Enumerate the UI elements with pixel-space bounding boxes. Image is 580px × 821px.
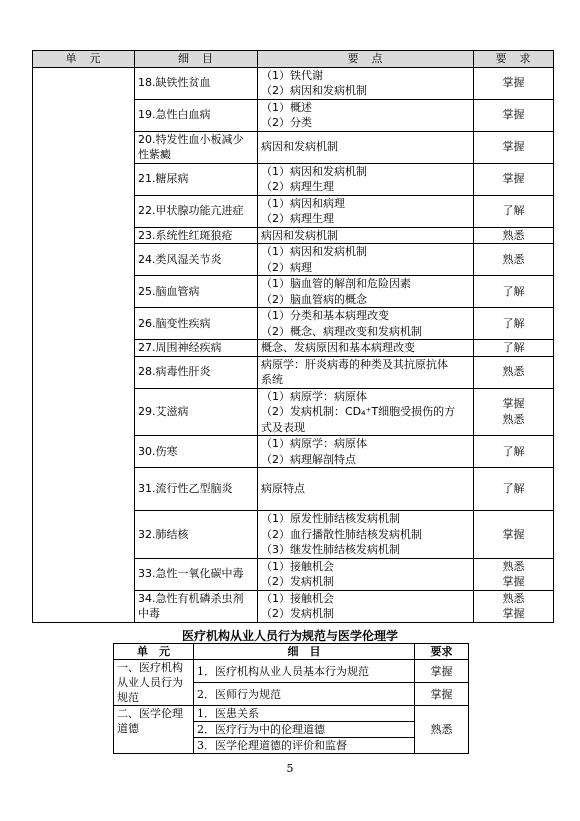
item-cell: 18.缺铁性贫血 xyxy=(135,67,258,99)
header-unit: 单 元 xyxy=(114,644,194,660)
requirement-value: 掌握 xyxy=(502,575,525,588)
item-cell: 19.急性白血病 xyxy=(135,99,258,131)
requirement-cell xyxy=(474,163,554,195)
points-cell xyxy=(258,436,474,468)
point-line: （1）接触机会 xyxy=(261,559,334,573)
requirement-value: 熟悉 xyxy=(502,228,525,242)
point-line: （3）继发性肺结核发病机制 xyxy=(261,543,400,556)
table-header-row xyxy=(33,51,554,68)
points-cell xyxy=(258,67,474,99)
requirement-cell xyxy=(474,244,554,276)
point-line: （2）病理生理 xyxy=(261,212,334,225)
requirement-cell: 掌握 xyxy=(415,683,469,706)
table-row xyxy=(114,706,469,722)
item-cell: 21.糖尿病 xyxy=(135,163,258,195)
table-header-row xyxy=(114,644,469,660)
points-cell xyxy=(258,511,474,559)
item-cell: 2．医疗行为中的伦理道德 xyxy=(194,722,415,738)
requirement-value: 熟悉 xyxy=(502,412,525,426)
requirement-cell: 掌握 xyxy=(415,660,469,683)
item-cell: 2．医师行为规范 xyxy=(194,683,415,706)
point-line: （1）概述 xyxy=(261,100,312,114)
points-cell xyxy=(258,99,474,131)
unit-cell xyxy=(33,67,135,622)
item-cell: 33.急性一氧化碳中毒 xyxy=(135,558,258,590)
point-line: （1）病原学：病原体 xyxy=(261,437,367,450)
item-cell: 25.脑血管病 xyxy=(135,276,258,308)
requirement-value: 掌握 xyxy=(502,607,525,620)
point-line: 病原特点 xyxy=(261,482,305,496)
requirement-cell xyxy=(474,356,554,388)
requirement-cell xyxy=(474,511,554,559)
item-cell: 3．医学伦理道德的评价和监督 xyxy=(194,738,415,754)
requirement-cell xyxy=(474,590,554,622)
point-line: （1）原发性肺结核发病机制 xyxy=(261,512,400,525)
point-line: （2）病理解剖特点 xyxy=(261,452,356,466)
item-cell: 29.艾滋病 xyxy=(135,388,258,436)
point-line: （2）病理生理 xyxy=(261,180,334,193)
points-cell xyxy=(258,388,474,436)
requirement-value: 掌握 xyxy=(502,397,525,411)
requirement-cell xyxy=(474,388,554,436)
requirement-value: 掌握 xyxy=(502,527,525,541)
table-body xyxy=(114,660,469,754)
points-cell xyxy=(258,227,474,244)
page-number: 5 xyxy=(286,762,294,775)
point-line: 病因和发病机制 xyxy=(261,228,338,242)
header-item: 细 目 xyxy=(135,51,258,68)
point-line: （2）发病机制：CD₄⁺T细胞受损伤的方 xyxy=(261,405,456,418)
item-cell: 34.急性有机磷杀虫剂中毒 xyxy=(135,590,258,622)
header-unit: 单 元 xyxy=(33,51,135,68)
points-cell xyxy=(258,356,474,388)
ethics-table xyxy=(113,643,469,754)
requirement-value: 掌握 xyxy=(502,140,525,154)
requirement-value: 熟悉 xyxy=(502,559,525,573)
requirement-cell xyxy=(474,227,554,244)
requirement-value: 掌握 xyxy=(502,76,525,90)
header-requirement: 要 求 xyxy=(474,51,554,68)
requirement-value: 掌握 xyxy=(502,108,525,122)
syllabus-table xyxy=(32,50,554,623)
points-cell xyxy=(258,590,474,622)
header-item: 细 目 xyxy=(194,644,415,660)
requirement-cell xyxy=(474,436,554,468)
point-line: 系统 xyxy=(261,373,283,386)
item-cell: 31.流行性乙型脑炎 xyxy=(135,468,258,511)
requirement-cell xyxy=(474,99,554,131)
requirement-cell: 熟悉 xyxy=(415,706,469,754)
point-line: （2）血行播散性肺结核发病机制 xyxy=(261,527,422,541)
point-line: （2）发病机制 xyxy=(261,575,334,588)
requirement-value: 了解 xyxy=(502,284,525,298)
table-body xyxy=(33,67,554,622)
point-line: （1）病因和发病机制 xyxy=(261,164,367,178)
point-line: （1）病原学：病原体 xyxy=(261,389,367,403)
requirement-value: 了解 xyxy=(502,204,525,218)
requirement-value: 了解 xyxy=(502,341,525,354)
requirement-cell xyxy=(474,195,554,227)
point-line: 病原学：肝炎病毒的种类及其抗原抗体 xyxy=(261,357,448,371)
item-cell: 24.类风湿关节炎 xyxy=(135,244,258,276)
item-cell: 20.特发性血小板减少性紫癜 xyxy=(135,131,258,163)
requirement-value: 熟悉 xyxy=(502,252,525,266)
point-line: （2）分类 xyxy=(261,116,312,129)
point-line: （2）脑血管病的概念 xyxy=(261,292,367,306)
points-cell xyxy=(258,131,474,163)
point-line: （1）脑血管的解剖和危险因素 xyxy=(261,277,411,290)
requirement-cell xyxy=(474,308,554,340)
requirement-value: 了解 xyxy=(502,444,525,458)
unit-cell: 二、医学伦理道德 xyxy=(114,706,194,754)
unit-cell: 一、医疗机构从业人员行为规范 xyxy=(114,660,194,706)
item-cell: 1．医患关系 xyxy=(194,706,415,722)
points-cell xyxy=(258,244,474,276)
item-cell: 23.系统性红斑狼疮 xyxy=(135,227,258,244)
item-cell: 32.肺结核 xyxy=(135,511,258,559)
point-line: 病因和发病机制 xyxy=(261,140,338,154)
item-cell: 28.病毒性肝炎 xyxy=(135,356,258,388)
point-line: 式及表现 xyxy=(261,420,305,434)
requirement-cell xyxy=(474,558,554,590)
item-cell: 22.甲状腺功能亢进症 xyxy=(135,195,258,227)
point-line: （2）病理 xyxy=(261,260,312,274)
requirement-cell xyxy=(474,468,554,511)
point-line: （1）病因和病理 xyxy=(261,196,345,210)
section-title: 医疗机构从业人员行为规范与医学伦理学 xyxy=(181,629,398,643)
points-cell xyxy=(258,276,474,308)
requirement-cell xyxy=(474,276,554,308)
point-line: （1）病因和发病机制 xyxy=(261,245,367,258)
table-row xyxy=(114,660,469,683)
requirement-value: 了解 xyxy=(502,482,525,496)
table-row xyxy=(33,67,554,99)
item-cell: 27.周围神经疾病 xyxy=(135,340,258,357)
item-cell: 1．医疗机构从业人员基本行为规范 xyxy=(194,660,415,683)
point-line: （1）分类和基本病理改变 xyxy=(261,309,389,322)
requirement-cell xyxy=(474,67,554,99)
point-line: （1）铁代谢 xyxy=(261,68,323,82)
header-requirement: 要求 xyxy=(415,644,469,660)
requirement-value: 熟悉 xyxy=(502,591,525,605)
item-cell: 30.伤寒 xyxy=(135,436,258,468)
requirement-value: 了解 xyxy=(502,316,525,330)
point-line: （2）病因和发病机制 xyxy=(261,84,367,97)
points-cell xyxy=(258,340,474,357)
point-line: （2）发病机制 xyxy=(261,607,334,620)
requirement-cell xyxy=(474,131,554,163)
points-cell xyxy=(258,558,474,590)
requirement-cell xyxy=(474,340,554,357)
point-line: （2）概念、病理改变和发病机制 xyxy=(261,324,422,338)
requirement-value: 掌握 xyxy=(502,172,525,186)
points-cell xyxy=(258,308,474,340)
point-line: （1）接触机会 xyxy=(261,591,334,605)
points-cell xyxy=(258,468,474,511)
requirement-value: 熟悉 xyxy=(502,365,525,379)
point-line: 概念、发病原因和基本病理改变 xyxy=(261,341,415,354)
points-cell xyxy=(258,163,474,195)
points-cell xyxy=(258,195,474,227)
header-points: 要 点 xyxy=(258,51,474,68)
item-cell: 26.脑变性疾病 xyxy=(135,308,258,340)
